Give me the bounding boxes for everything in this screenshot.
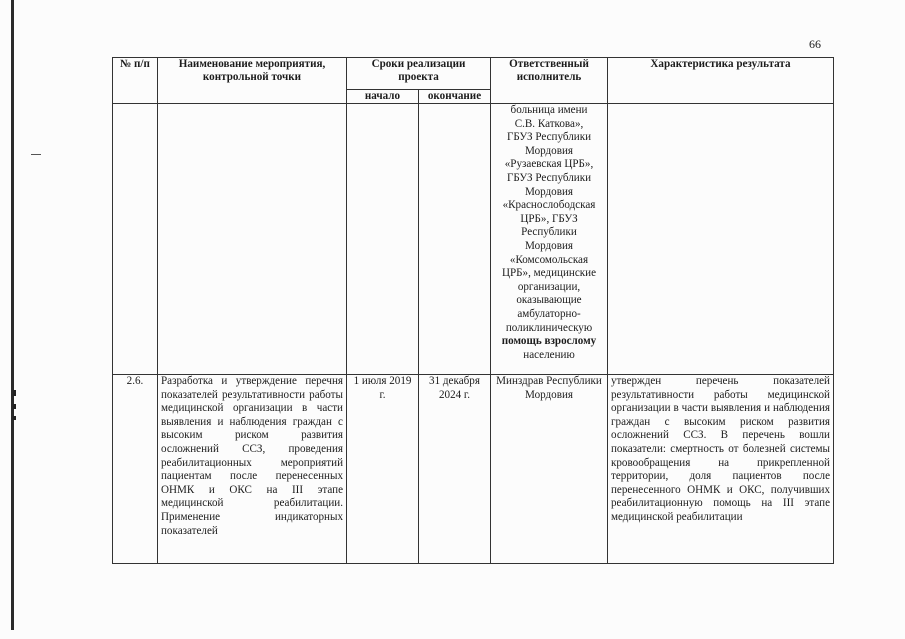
header-terms: Сроки реализации проекта (347, 58, 491, 90)
responsible-bold-line: помощь взрослому (501, 335, 597, 348)
activities-table (112, 57, 834, 564)
cell-start (347, 104, 419, 375)
cell-result: утвержден перечень показателей результативности работы медицинской организации в части выявления и наблюдения граждан с высоким риском развития осложнений ССЗ. В перечень вошли показатели: смертность от болезней системы кровообращения на прикрепленной территории, доля пациентов после перенесенного ОНМК и ОКС, получивших реабилитационную помощь на III этапе медицинской реабилитации (608, 375, 834, 564)
cell-start: 1 июля 2019 г. (347, 375, 419, 564)
responsible-line: ЦРБ», медицинские (501, 267, 596, 280)
header-start: начало (347, 90, 419, 104)
responsible-line: С.В. Каткова», (514, 117, 584, 130)
cell-end (419, 104, 491, 375)
cell-responsible (491, 104, 608, 375)
responsible-line: ГБУЗ Республики (506, 131, 592, 144)
scan-mark (31, 154, 41, 155)
scan-mark (13, 390, 16, 396)
cell-name (158, 104, 347, 375)
responsible-line: организации, (517, 280, 581, 293)
responsible-line: Республики (521, 226, 577, 239)
scan-mark (13, 416, 16, 420)
responsible-line: ЦРБ», ГБУЗ (520, 212, 578, 225)
cell-name: Разработка и утверждение перечня показателей результативности работы медицинской организации в части выявления и наблюдения граждан с высоким риском развития осложнений ССЗ, проведения реабилитационных мероприятий пациентам после перенесенных ОНМК и ОКС на III этапе медицинской реабилитации. Применение индикаторных показателей (158, 375, 347, 564)
responsible-line: амбулаторно- (517, 307, 581, 320)
table-row (113, 375, 834, 564)
responsible-line: Мордовия (524, 185, 573, 198)
responsible-line: Мордовия (524, 239, 573, 252)
cell-num (113, 104, 158, 375)
header-end: окончание (419, 90, 491, 104)
responsible-line: Мордовия (524, 144, 573, 157)
cell-responsible: Минздрав Республики Мордовия (491, 375, 608, 564)
header-name: Наименование мероприятия, контрольной точки (158, 58, 347, 104)
header-result: Характеристика результата (608, 58, 834, 104)
responsible-line: больница имени (510, 104, 588, 116)
cell-num: 2.6. (113, 375, 158, 564)
header-responsible: Ответственный исполнитель (491, 58, 608, 104)
responsible-line: «Краснослободская (502, 199, 596, 212)
responsible-last-line: населению (523, 348, 575, 361)
responsible-line: поликлиническую (505, 321, 593, 334)
table-row (113, 104, 834, 375)
scan-left-edge (11, 0, 14, 630)
header-num: № п/п (113, 58, 158, 104)
page-number: 66 (809, 37, 821, 51)
cell-result (608, 104, 834, 375)
cell-end: 31 декабря 2024 г. (419, 375, 491, 564)
responsible-line: ГБУЗ Республики (506, 171, 592, 184)
responsible-line: «Рузаевская ЦРБ», (504, 158, 594, 171)
responsible-text (494, 104, 604, 335)
scan-mark (13, 404, 16, 409)
responsible-line: «Комсомольская (509, 253, 589, 266)
responsible-line: оказывающие (516, 294, 582, 307)
